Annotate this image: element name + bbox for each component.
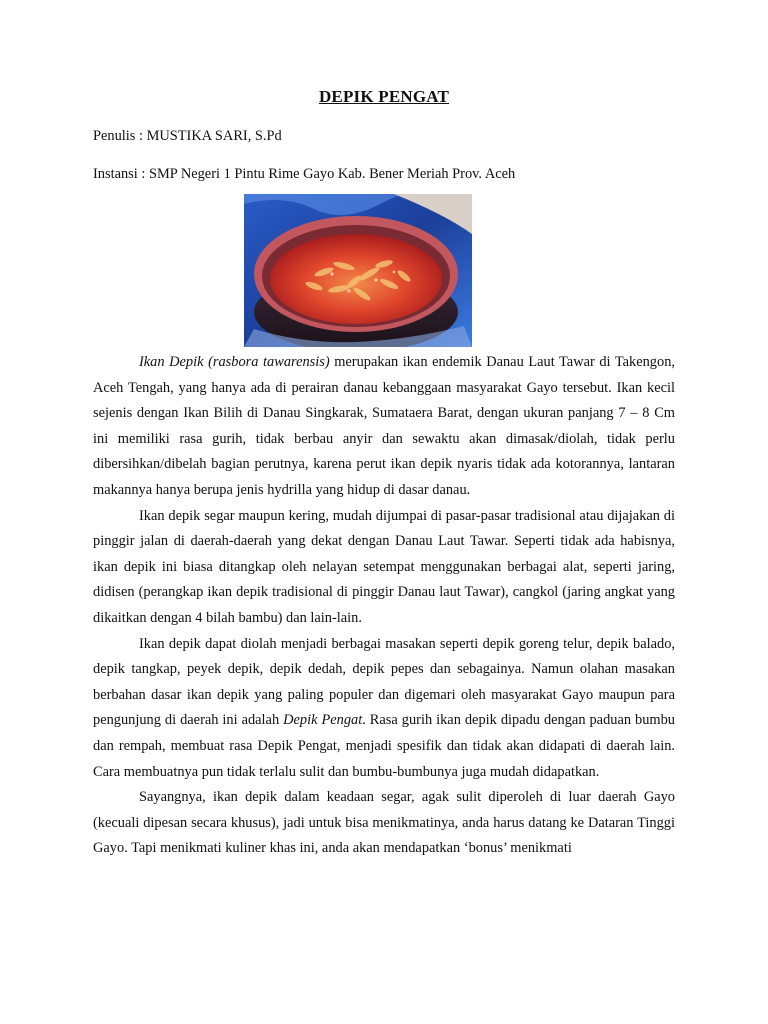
dish-name: Depik Pengat: [283, 712, 363, 729]
paragraph-1: [93, 350, 675, 504]
paragraph-1-text: merupakan ikan endemik Danau Laut Tawar di Takengon, Aceh Tengah, yang hanya ada di perairan danau kebanggaan masyarakat Gayo tersebut. Ikan kecil sejenis dengan Ikan Bilih di Danau Singkarak, Sumataera Barat, dengan ukuran panjang 7 – 8 Cm ini memiliki rasa gurih, tidak berbau anyir dan sewaktu akan dimasak/diolah, tidak perlu dibersihkan/dibelah bagian perutnya, karena perut ikan depik nyaris tidak ada kotorannya, lantaran makannya hanya berupa jenis hydrilla yang hidup di dasar danau.: [93, 354, 675, 498]
paragraph-4: Sayangnya, ikan depik dalam keadaan segar, agak sulit diperoleh di luar daerah Gayo (kecuali dipesan secara khusus), jadi untuk bisa menikmatinya, anda harus datang ke Dataran Tinggi Gayo. Tapi menikmati kuliner khas ini, anda akan mendapatkan ‘bonus’ menikmati: [93, 789, 675, 857]
article-body: [93, 350, 675, 862]
paragraph-2: Ikan depik segar maupun kering, mudah dijumpai di pasar-pasar tradisional atau dijajakan di pinggir jalan di daerah-daerah yang dekat dengan Danau Laut Tawar. Seperti tidak ada habisnya, ikan depik ini biasa ditangkap oleh nelayan setempat menggunakan berbagai alat, seperti jaring, didisen (perangkap ikan depik tradisional di pinggir Danau laut Tawar), cangkol (jaring angkat yang dikaitkan dengan 4 bilah bambu) dan lain-lain.: [93, 507, 675, 626]
institution-line: Instansi : SMP Negeri 1 Pintu Rime Gayo Kab. Bener Meriah Prov. Aceh: [93, 166, 516, 182]
dish-illustration: [244, 194, 472, 347]
paragraph-3-text-before: Ikan depik dapat diolah menjadi berbagai masakan seperti depik goreng telur, depik balado, depik tangkap, peyek depik, depik dedah, depik pepes dan sebagainya. Namun olahan masakan berbahan dasar ikan depik yang paling populer dan digemari oleh masyarakat Gayo maupun para pengunjung di daerah ini adalah: [93, 635, 675, 729]
paragraph-3: [93, 632, 675, 786]
depik-pengat-photo: [244, 194, 472, 347]
document-title: DEPIK PENGAT: [318, 87, 450, 106]
author-line: Penulis : MUSTIKA SARI, S.Pd: [93, 128, 282, 144]
paragraph-3-text-after: . Rasa gurih ikan depik dipadu dengan paduan bumbu dan rempah, membuat rasa Depik Pengat, menjadi spesifik dan tidak akan didapati di daerah lain. Cara membuatnya pun tidak terlalu sulit dan bumbu-bumbunya juga mudah didapatkan.: [93, 712, 675, 780]
species-name: Ikan Depik (rasbora tawarensis): [139, 354, 330, 370]
